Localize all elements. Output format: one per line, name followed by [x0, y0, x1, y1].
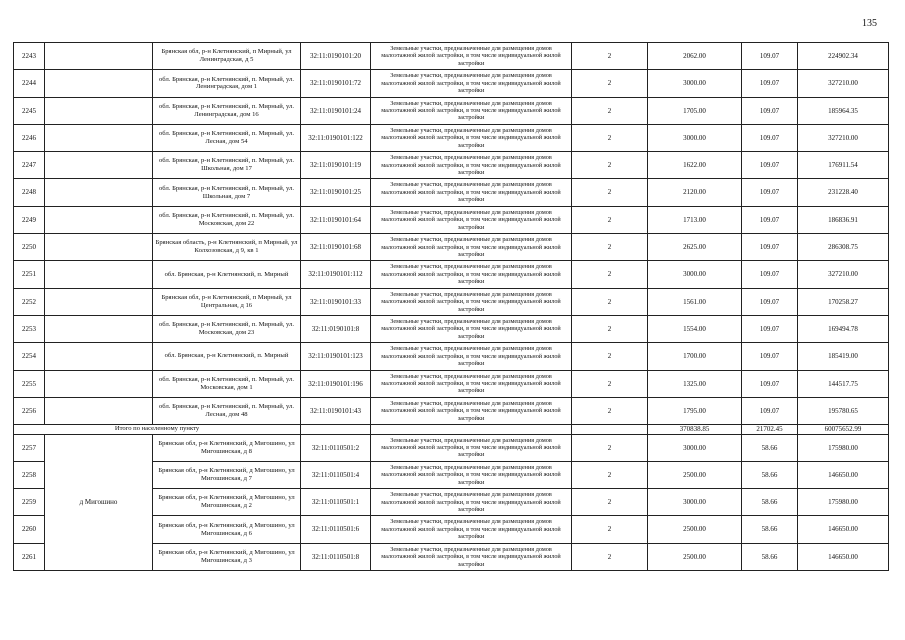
land-use-cell: Земельные участки, предназначенные для размещения домов малоэтажной жилой застройки, в том числе индивидуальной жилой застройки — [371, 543, 572, 570]
row-number-cell: 2253 — [14, 315, 45, 342]
land-use-cell: Земельные участки, предназначенные для размещения домов малоэтажной жилой застройки, в том числе индивидуальной жилой застройки — [371, 179, 572, 206]
category-cell: 2 — [572, 461, 648, 488]
rate-cell: 58.66 — [742, 543, 798, 570]
cadastral-number-cell: 32:11:0110501:2 — [301, 434, 371, 461]
table-row — [14, 370, 889, 397]
address-cell: обл. Брянская, р-н Клетнянский, п. Мирный, ул. Московская, дом 1 — [153, 370, 301, 397]
settlement-cell — [45, 288, 153, 315]
category-cell: 2 — [572, 152, 648, 179]
cadastral-number-cell: 32:11:0110501:4 — [301, 461, 371, 488]
settlement-cell — [45, 152, 153, 179]
row-number-cell: 2244 — [14, 70, 45, 97]
address-cell: Брянская обл, р-н Клетнянский, д Мигошино, ул Мигошинская, д 6 — [153, 516, 301, 543]
category-cell: 2 — [572, 234, 648, 261]
row-number-cell: 2251 — [14, 261, 45, 288]
cadastral-number-cell: 32:11:0110501:8 — [301, 543, 371, 570]
address-cell: обл. Брянская, р-н Клетнянский, п. Мирный, ул. Школьная, дом 7 — [153, 179, 301, 206]
land-use-cell: Земельные участки, предназначенные для размещения домов малоэтажной жилой застройки, в том числе индивидуальной жилой застройки — [371, 43, 572, 70]
rate-cell: 58.66 — [742, 461, 798, 488]
rate-cell: 109.07 — [742, 397, 798, 424]
rate-cell: 109.07 — [742, 288, 798, 315]
category-cell: 2 — [572, 206, 648, 233]
cadastral-value-cell: 186836.91 — [798, 206, 889, 233]
area-cell: 2062.00 — [648, 43, 742, 70]
cadastral-number-cell: 32:11:0190101:25 — [301, 179, 371, 206]
cadastral-number-cell: 32:11:0190101:64 — [301, 206, 371, 233]
area-cell: 2500.00 — [648, 543, 742, 570]
table-row — [14, 261, 889, 288]
settlement-cell — [45, 179, 153, 206]
row-number-cell: 2243 — [14, 43, 45, 70]
settlement-cell — [45, 261, 153, 288]
land-use-cell: Земельные участки, предназначенные для размещения домов малоэтажной жилой застройки, в том числе индивидуальной жилой застройки — [371, 516, 572, 543]
address-cell: Брянская обл, р-н Клетнянский, д Мигошино, ул Мигошинская, д 2 — [153, 489, 301, 516]
category-cell: 2 — [572, 97, 648, 124]
category-cell: 2 — [572, 288, 648, 315]
table-body — [14, 43, 889, 571]
cadastral-value-table — [13, 42, 889, 571]
category-cell: 2 — [572, 434, 648, 461]
address-cell: обл. Брянская, р-н Клетнянский, п. Мирный, ул. Школьная, дом 17 — [153, 152, 301, 179]
address-cell: обл. Брянская, р-н Клетнянский, п. Мирный, ул. Ленинградская, дом 1 — [153, 70, 301, 97]
category-cell: 2 — [572, 315, 648, 342]
address-cell: обл. Брянская, р-н Клетнянский, п. Мирный, ул. Ленинградская, дом 16 — [153, 97, 301, 124]
rate-cell: 109.07 — [742, 234, 798, 261]
settlement-cell — [45, 234, 153, 261]
row-number-cell: 2260 — [14, 516, 45, 543]
category-cell: 2 — [572, 343, 648, 370]
rate-cell: 109.07 — [742, 124, 798, 151]
category-cell: 2 — [572, 489, 648, 516]
settlement-cell — [45, 370, 153, 397]
cadastral-number-cell: 32:11:0190101:112 — [301, 261, 371, 288]
address-cell: Брянская обл, р-н Клетнянский, п Мирный, ул Ленинградская, д 5 — [153, 43, 301, 70]
table-row — [14, 152, 889, 179]
row-number-cell: 2259 — [14, 489, 45, 516]
cadastral-value-cell: 144517.75 — [798, 370, 889, 397]
cadastral-number-cell: 32:11:0110501:6 — [301, 516, 371, 543]
address-cell: Брянская обл, р-н Клетнянский, д Мигошино, ул Мигошинская, д 7 — [153, 461, 301, 488]
table-row — [14, 315, 889, 342]
land-use-cell: Земельные участки, предназначенные для размещения домов малоэтажной жилой застройки, в том числе индивидуальной жилой застройки — [371, 261, 572, 288]
area-cell: 2500.00 — [648, 461, 742, 488]
land-use-cell: Земельные участки, предназначенные для размещения домов малоэтажной жилой застройки, в том числе индивидуальной жилой застройки — [371, 234, 572, 261]
cadastral-value-cell: 195780.65 — [798, 397, 889, 424]
area-cell: 1622.00 — [648, 152, 742, 179]
cadastral-value-cell: 146650.00 — [798, 516, 889, 543]
address-cell: обл. Брянская, р-н Клетнянский, п. Мирный, ул. Московская, дом 23 — [153, 315, 301, 342]
row-number-cell: 2256 — [14, 397, 45, 424]
table-row — [14, 397, 889, 424]
row-number-cell: 2255 — [14, 370, 45, 397]
area-cell: 3000.00 — [648, 124, 742, 151]
cadastral-number-cell: 32:11:0190101:123 — [301, 343, 371, 370]
row-number-cell: 2245 — [14, 97, 45, 124]
table-row — [14, 288, 889, 315]
empty-cell — [301, 425, 371, 434]
settlement-name: д Мигошино — [45, 434, 153, 570]
address-cell: Брянская обл, р-н Клетнянский, д Мигошино, ул Мигошинская, д 8 — [153, 434, 301, 461]
rate-cell: 109.07 — [742, 97, 798, 124]
cadastral-value-cell: 176911.54 — [798, 152, 889, 179]
area-cell: 1705.00 — [648, 97, 742, 124]
land-use-cell: Земельные участки, предназначенные для размещения домов малоэтажной жилой застройки, в том числе индивидуальной жилой застройки — [371, 370, 572, 397]
area-cell: 1554.00 — [648, 315, 742, 342]
rate-cell: 109.07 — [742, 343, 798, 370]
cadastral-value-cell: 327210.00 — [798, 261, 889, 288]
row-number-cell: 2249 — [14, 206, 45, 233]
area-cell: 1325.00 — [648, 370, 742, 397]
cadastral-number-cell: 32:11:0190101:33 — [301, 288, 371, 315]
land-use-cell: Земельные участки, предназначенные для размещения домов малоэтажной жилой застройки, в том числе индивидуальной жилой застройки — [371, 461, 572, 488]
row-number-cell: 2254 — [14, 343, 45, 370]
area-cell: 1561.00 — [648, 288, 742, 315]
address-cell: обл. Брянская, р-н Клетнянский, п. Мирный — [153, 261, 301, 288]
land-use-cell: Земельные участки, предназначенные для размещения домов малоэтажной жилой застройки, в том числе индивидуальной жилой застройки — [371, 206, 572, 233]
settlement-first-row — [14, 434, 889, 461]
subtotal-area: 370838.85 — [648, 425, 742, 434]
subtotal-rate: 21702.45 — [742, 425, 798, 434]
rate-cell: 109.07 — [742, 70, 798, 97]
address-cell: Брянская обл, р-н Клетнянский, д Мигошино, ул Мигошинская, д 3 — [153, 543, 301, 570]
land-use-cell: Земельные участки, предназначенные для размещения домов малоэтажной жилой застройки, в том числе индивидуальной жилой застройки — [371, 152, 572, 179]
category-cell: 2 — [572, 516, 648, 543]
row-number-cell: 2250 — [14, 234, 45, 261]
cadastral-value-cell: 327210.00 — [798, 70, 889, 97]
category-cell: 2 — [572, 543, 648, 570]
area-cell: 3000.00 — [648, 434, 742, 461]
settlement-cell — [45, 315, 153, 342]
settlement-cell — [45, 397, 153, 424]
land-use-cell: Земельные участки, предназначенные для размещения домов малоэтажной жилой застройки, в том числе индивидуальной жилой застройки — [371, 97, 572, 124]
rate-cell: 58.66 — [742, 489, 798, 516]
rate-cell: 109.07 — [742, 315, 798, 342]
address-cell: обл. Брянская, р-н Клетнянский, п. Мирный, ул. Московская, дом 22 — [153, 206, 301, 233]
subtotal-value: 60075652.99 — [798, 425, 889, 434]
cadastral-number-cell: 32:11:0110501:1 — [301, 489, 371, 516]
rate-cell: 109.07 — [742, 370, 798, 397]
category-cell: 2 — [572, 397, 648, 424]
cadastral-number-cell: 32:11:0190101:24 — [301, 97, 371, 124]
row-number-cell: 2248 — [14, 179, 45, 206]
cadastral-value-cell: 231228.40 — [798, 179, 889, 206]
land-use-cell: Земельные участки, предназначенные для размещения домов малоэтажной жилой застройки, в том числе индивидуальной жилой застройки — [371, 397, 572, 424]
settlement-cell — [45, 124, 153, 151]
cadastral-number-cell: 32:11:0190101:8 — [301, 315, 371, 342]
table-row — [14, 343, 889, 370]
row-number-cell: 2246 — [14, 124, 45, 151]
address-cell: обл. Брянская, р-н Клетнянский, п. Мирный, ул. Лесная, дом 54 — [153, 124, 301, 151]
cadastral-value-cell: 327210.00 — [798, 124, 889, 151]
address-cell: Брянская область, р-н Клетнянский, п Мирный, ул Колхозовская, д 9, кв 1 — [153, 234, 301, 261]
rate-cell: 109.07 — [742, 261, 798, 288]
rate-cell: 58.66 — [742, 516, 798, 543]
cadastral-number-cell: 32:11:0190101:122 — [301, 124, 371, 151]
area-cell: 2625.00 — [648, 234, 742, 261]
land-use-cell: Земельные участки, предназначенные для размещения домов малоэтажной жилой застройки, в том числе индивидуальной жилой застройки — [371, 343, 572, 370]
row-number-cell: 2247 — [14, 152, 45, 179]
category-cell: 2 — [572, 70, 648, 97]
area-cell: 1795.00 — [648, 397, 742, 424]
row-number-cell: 2258 — [14, 461, 45, 488]
cadastral-value-cell: 146650.00 — [798, 461, 889, 488]
cadastral-number-cell: 32:11:0190101:68 — [301, 234, 371, 261]
table-row — [14, 97, 889, 124]
area-cell: 1713.00 — [648, 206, 742, 233]
land-use-cell: Земельные участки, предназначенные для размещения домов малоэтажной жилой застройки, в том числе индивидуальной жилой застройки — [371, 288, 572, 315]
category-cell: 2 — [572, 261, 648, 288]
row-number-cell: 2257 — [14, 434, 45, 461]
table-row — [14, 70, 889, 97]
settlement-cell — [45, 70, 153, 97]
cadastral-value-cell: 224902.34 — [798, 43, 889, 70]
rate-cell: 58.66 — [742, 434, 798, 461]
cadastral-number-cell: 32:11:0190101:196 — [301, 370, 371, 397]
cadastral-value-cell: 175980.00 — [798, 489, 889, 516]
area-cell: 2120.00 — [648, 179, 742, 206]
table-row — [14, 124, 889, 151]
page-number: 135 — [862, 18, 877, 29]
table-row — [14, 43, 889, 70]
address-cell: Брянская обл, р-н Клетнянский, п Мирный, ул Центральная, д 16 — [153, 288, 301, 315]
category-cell: 2 — [572, 124, 648, 151]
land-use-cell: Земельные участки, предназначенные для размещения домов малоэтажной жилой застройки, в том числе индивидуальной жилой застройки — [371, 434, 572, 461]
area-cell: 1700.00 — [648, 343, 742, 370]
settlement-cell — [45, 43, 153, 70]
land-use-cell: Земельные участки, предназначенные для размещения домов малоэтажной жилой застройки, в том числе индивидуальной жилой застройки — [371, 489, 572, 516]
subtotal-row — [14, 425, 889, 434]
empty-cell — [572, 425, 648, 434]
cadastral-number-cell: 32:11:0190101:19 — [301, 152, 371, 179]
table-row — [14, 179, 889, 206]
cadastral-number-cell: 32:11:0190101:43 — [301, 397, 371, 424]
cadastral-number-cell: 32:11:0190101:20 — [301, 43, 371, 70]
settlement-cell — [45, 206, 153, 233]
category-cell: 2 — [572, 43, 648, 70]
area-cell: 3000.00 — [648, 70, 742, 97]
area-cell: 3000.00 — [648, 489, 742, 516]
land-use-cell: Земельные участки, предназначенные для размещения домов малоэтажной жилой застройки, в том числе индивидуальной жилой застройки — [371, 315, 572, 342]
land-use-cell: Земельные участки, предназначенные для размещения домов малоэтажной жилой застройки, в том числе индивидуальной жилой застройки — [371, 124, 572, 151]
subtotal-label: Итого по населенному пункту — [14, 425, 301, 434]
rate-cell: 109.07 — [742, 43, 798, 70]
table-row — [14, 234, 889, 261]
cadastral-value-cell: 185419.00 — [798, 343, 889, 370]
land-use-cell: Земельные участки, предназначенные для размещения домов малоэтажной жилой застройки, в том числе индивидуальной жилой застройки — [371, 70, 572, 97]
cadastral-value-cell: 175980.00 — [798, 434, 889, 461]
row-number-cell: 2252 — [14, 288, 45, 315]
cadastral-value-cell: 185964.35 — [798, 97, 889, 124]
area-cell: 2500.00 — [648, 516, 742, 543]
cadastral-value-cell: 170258.27 — [798, 288, 889, 315]
rate-cell: 109.07 — [742, 206, 798, 233]
table-row — [14, 206, 889, 233]
area-cell: 3000.00 — [648, 261, 742, 288]
address-cell: обл. Брянская, р-н Клетнянский, п. Мирный — [153, 343, 301, 370]
category-cell: 2 — [572, 370, 648, 397]
category-cell: 2 — [572, 179, 648, 206]
cadastral-value-cell: 146650.00 — [798, 543, 889, 570]
cadastral-value-cell: 286308.75 — [798, 234, 889, 261]
settlement-cell — [45, 343, 153, 370]
cadastral-number-cell: 32:11:0190101:72 — [301, 70, 371, 97]
address-cell: обл. Брянская, р-н Клетнянский, п. Мирный, ул. Лесная, дом 48 — [153, 397, 301, 424]
cadastral-value-cell: 169494.78 — [798, 315, 889, 342]
rate-cell: 109.07 — [742, 152, 798, 179]
settlement-cell — [45, 97, 153, 124]
row-number-cell: 2261 — [14, 543, 45, 570]
empty-cell — [371, 425, 572, 434]
rate-cell: 109.07 — [742, 179, 798, 206]
